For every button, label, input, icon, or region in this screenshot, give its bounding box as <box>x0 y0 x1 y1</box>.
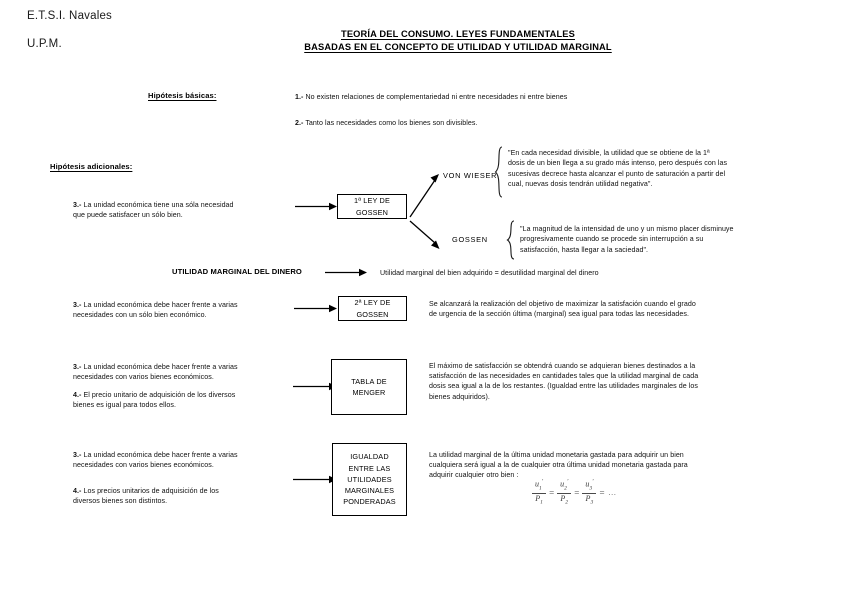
box-weighted-line-4: MARGINALES <box>344 486 395 496</box>
row3-result <box>429 361 809 402</box>
row4-premise-b-number: 4.- <box>73 487 82 495</box>
formula-term-1-numerator: $u_1'$ <box>535 479 544 492</box>
document-title-line-1: TEORÍA DEL CONSUMO. LEYES FUNDAMENTALES <box>341 29 575 39</box>
row1-premise-line-1: La unidad económica tiene una sóla necesidad <box>81 201 234 209</box>
box-menger-table <box>331 359 407 415</box>
box-second-gossen-law-line-1: 2ª LEY DE <box>354 298 391 308</box>
basic-hypothesis-1-text: No existen relaciones de complementariedad ni entre necesidades ni entre bienes <box>303 93 568 101</box>
row2-premise-line-1: La unidad económica debe hacer frente a varias <box>81 301 238 309</box>
box-first-gossen-law <box>337 194 407 219</box>
formula-term-1 <box>532 478 546 508</box>
formula-equals-1: = <box>549 487 555 498</box>
box-weighted-line-2: ENTRE LAS <box>348 463 391 473</box>
row4-premise-a-number: 3.- <box>73 451 82 459</box>
row3-premise-b-line-1: El precio unitario de adquisición de los diversos <box>81 391 236 399</box>
box-menger-table-line-1: TABLA DE <box>351 376 387 386</box>
gossen-quote-line-3: satisfacción, hasta llegar a la saciedad". <box>520 245 649 254</box>
von-wieser-quote <box>508 148 844 190</box>
box-weighted-line-3: UTILIDADES <box>347 474 392 484</box>
row3-premise-b-line-2: bienes es igual para todos ellos. <box>73 401 176 410</box>
marginal-utility-money-text: Utilidad marginal del bien adquirido = desutilidad marginal del dinero <box>380 269 599 277</box>
row1-premise-number: 3.- <box>73 201 82 209</box>
von-wieser-brace-icon <box>494 146 504 198</box>
formula-term-1-denominator: $P_1$ <box>535 494 543 506</box>
row4-result <box>429 450 809 481</box>
gossen-brace-icon <box>506 220 516 260</box>
row1-branch-arrows-icon <box>409 165 443 258</box>
additional-hypotheses-label: Hipótesis adicionales: <box>50 162 133 171</box>
row3-result-line-2: satisfacción de las necesidades en cantidades tales que la utilidad marginal de cada <box>429 372 699 381</box>
basic-hypothesis-item-1 <box>295 92 715 102</box>
row4-result-line-2: cualquiera será igual a la de cualquier otra última unidad monetaria gastada para <box>429 461 688 470</box>
row3-premise-b <box>73 390 325 410</box>
row2-premise <box>73 300 325 320</box>
von-wieser-quote-line-3: sucesivas decrece hasta alcanzar el punto de saturación a partir del <box>508 169 726 178</box>
box-weighted-marginal-utilities-equality <box>332 443 407 516</box>
box-weighted-line-5: PONDERADAS <box>343 497 396 507</box>
box-second-gossen-law-line-2: GOSSEN <box>356 309 389 319</box>
author-von-wieser: VON WIESER <box>443 171 498 180</box>
row2-arrow-icon <box>294 304 337 313</box>
document-title-line-2: BASADAS EN EL CONCEPTO DE UTILIDAD Y UTILIDAD MARGINAL <box>304 41 612 52</box>
university-name: U.P.M. <box>27 38 62 50</box>
formula-ellipsis: ... <box>608 488 617 497</box>
row2-premise-number: 3.- <box>73 301 82 309</box>
row2-result-line-2: de urgencia de la sección última (marginal) sea igual para todas las necesidades. <box>429 310 689 319</box>
row4-premise-a <box>73 450 325 470</box>
basic-hypothesis-2-number: 2.- <box>295 119 304 127</box>
box-second-gossen-law <box>338 296 407 321</box>
gossen-quote <box>520 224 844 255</box>
row4-premise-a-line-2: necesidades con varios bienes económicos. <box>73 461 214 470</box>
basic-hypotheses-label: Hipótesis básicas: <box>148 91 217 100</box>
row4-premise-a-line-1: La unidad económica debe hacer frente a varias <box>81 451 238 459</box>
row2-result-line-1: Se alcanzará la realización del objetivo de maximizar la satisfación cuando el grado <box>429 300 696 308</box>
row3-result-line-1: El máximo de satisfacción se obtendrá cuando se adquieran bienes destinados a la <box>429 362 696 370</box>
row4-arrow-icon <box>293 475 337 484</box>
weighted-marginal-utility-formula <box>531 478 617 508</box>
basic-hypothesis-2-text: Tanto las necesidades como los bienes son divisibles. <box>303 119 478 127</box>
row4-premise-b-line-1: Los precios unitarios de adquisición de los <box>81 487 219 495</box>
formula-term-3-numerator: $u_3'$ <box>585 479 594 492</box>
row3-premise-b-number: 4.- <box>73 391 82 399</box>
row3-premise-a-line-1: La unidad económica debe hacer frente a varias <box>81 363 238 371</box>
basic-hypothesis-item-2 <box>295 118 715 128</box>
row3-premise-a <box>73 362 325 382</box>
gossen-quote-line-2: progresivamente cuando se procede sin interrupción a su <box>520 235 704 244</box>
box-first-gossen-law-line-2: GOSSEN <box>355 207 389 217</box>
formula-term-2-denominator: $P_2$ <box>560 494 569 506</box>
row4-premise-b <box>73 486 325 506</box>
document-title <box>248 28 668 53</box>
row3-premise-a-line-2: necesidades con varios bienes económicos. <box>73 373 214 382</box>
basic-hypothesis-1-number: 1.- <box>295 93 304 101</box>
von-wieser-quote-line-1: "En cada necesidad divisible, la utilidad que se obtiene de la 1ª <box>508 149 710 157</box>
formula-equals-2: = <box>574 487 580 498</box>
gossen-quote-line-1: "La magnitud de la intensidad de uno y un mismo placer disminuye <box>520 225 734 233</box>
formula-term-3 <box>582 478 596 508</box>
von-wieser-quote-line-2: dosis de un bien llega a su grado más intenso, pero después con las <box>508 159 728 168</box>
row2-premise-line-2: necesidades con un sólo bien económico. <box>73 311 207 320</box>
row4-result-line-1: La utilidad marginal de la última unidad monetaria gastada para adquirir un bien <box>429 451 684 459</box>
box-first-gossen-law-line-1: 1ª LEY DE <box>354 196 390 206</box>
money-arrow-icon <box>325 268 367 277</box>
row3-result-line-4: bienes adquiridos). <box>429 392 490 401</box>
row1-arrow-icon <box>295 202 337 211</box>
formula-term-2 <box>557 478 571 508</box>
formula-term-3-denominator: $P_3$ <box>585 494 594 506</box>
row3-premise-a-number: 3.- <box>73 363 82 371</box>
row4-premise-b-line-2: diversos bienes son distintos. <box>73 497 168 506</box>
institution-name: E.T.S.I. Navales <box>27 10 113 22</box>
row1-premise-line-2: que puede satisfacer un sólo bien. <box>73 211 183 220</box>
box-menger-table-line-2: MENGER <box>352 388 386 397</box>
author-gossen: GOSSEN <box>452 235 488 244</box>
von-wieser-quote-line-4: cual, nuevas dosis tendrán utilidad negativa". <box>508 180 653 189</box>
row3-result-line-3: dosis sea igual a la de los restantes. (Igualdad entre las utilidades marginales de los <box>429 382 698 391</box>
row1-premise <box>73 200 323 220</box>
formula-term-2-numerator: $u_2'$ <box>560 479 569 492</box>
marginal-utility-money-label: UTILIDAD MARGINAL DEL DINERO <box>172 267 302 276</box>
row4-result-line-3: adquirir cualquier otro bien : <box>429 471 519 480</box>
box-weighted-line-1: IGUALDAD <box>350 452 389 462</box>
row2-result <box>429 299 799 319</box>
formula-equals-3: = <box>599 487 605 498</box>
